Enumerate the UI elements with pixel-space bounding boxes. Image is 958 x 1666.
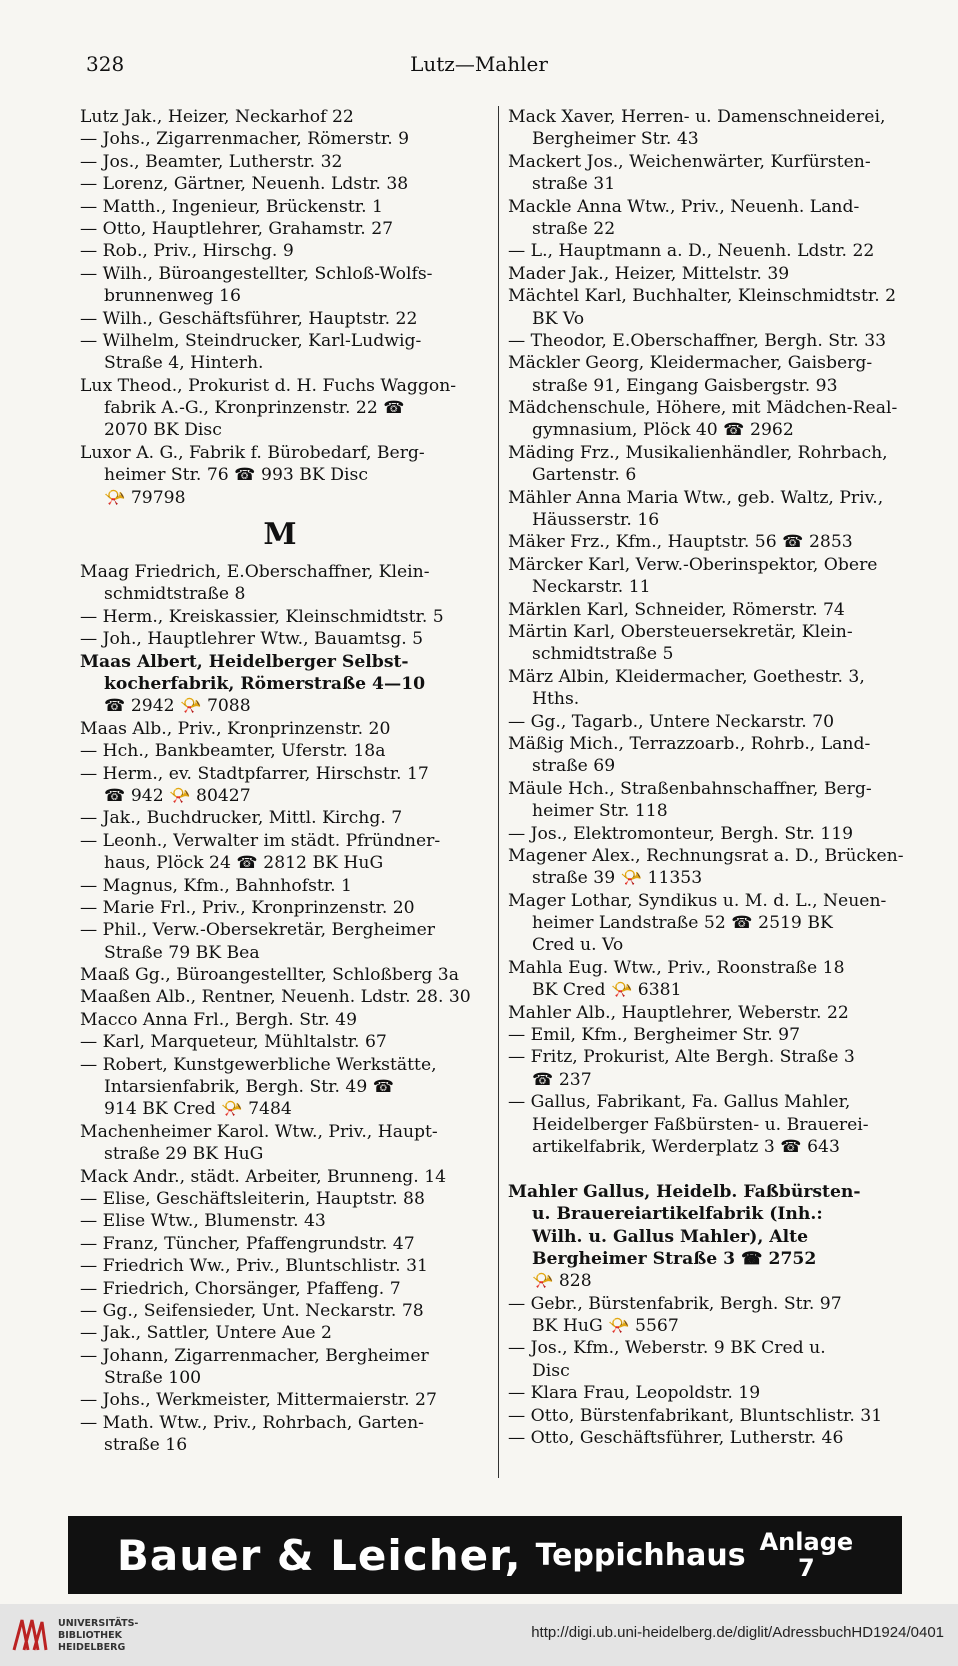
directory-entry-line: — Herm., Kreiskassier, Kleinschmidtstr. 5 — [80, 606, 444, 627]
column-divider — [498, 106, 499, 1478]
left-column — [80, 106, 480, 1457]
directory-entry-line: — Wilh., Büroangestellter, Schloß-Wolfs- — [80, 263, 433, 284]
directory-entry-line: Cred u. Vo — [532, 935, 624, 956]
directory-entry-line: — Joh., Hauptlehrer Wtw., Bauamtsg. 5 — [80, 629, 424, 650]
directory-entry-line: — Matth., Ingenieur, Brückenstr. 1 — [80, 196, 383, 217]
directory-entry-line: — Emil, Kfm., Bergheimer Str. 97 — [508, 1025, 801, 1046]
directory-entry-line: März Albin, Kleidermacher, Goethestr. 3, — [508, 666, 865, 687]
directory-entry-line: — Phil., Verw.-Obersekretär, Bergheimer — [80, 920, 435, 941]
directory-entry-line: haus, Plöck 24 ☎ 2812 BK HuG — [104, 853, 384, 874]
directory-entry-line: Mack Xaver, Herren- u. Damenschneiderei, — [508, 107, 886, 127]
directory-entry-line: Mackert Jos., Weichenwärter, Kurfürsten- — [508, 151, 871, 172]
directory-entry-line: Mäßig Mich., Terrazzoarb., Rohrb., Land- — [508, 733, 871, 754]
page-number: 328 — [86, 52, 125, 76]
directory-entry-line: Bergheimer Str. 43 — [532, 129, 699, 150]
directory-entry-line: straße 22 — [532, 218, 616, 239]
directory-entry-line: — Math. Wtw., Priv., Rohrbach, Garten- — [80, 1412, 424, 1433]
footer-bar — [0, 1604, 958, 1666]
directory-entry-line: straße 31 — [532, 174, 616, 195]
running-head: Lutz—Mahler — [410, 52, 548, 76]
directory-entry-line: Mäckler Georg, Kleidermacher, Gaisberg- — [508, 353, 873, 374]
source-url-link[interactable]: http://digi.ub.uni-heidelberg.de/diglit/AdressbuchHD1924/0401 — [531, 1624, 944, 1641]
directory-entry-line: — Rob., Priv., Hirschg. 9 — [80, 241, 294, 262]
directory-entry-line: ☎ 237 — [532, 1069, 592, 1090]
directory-entry-line: — Jak., Sattler, Untere Aue 2 — [80, 1323, 332, 1344]
directory-entry-line: Mächtel Karl, Buchhalter, Kleinschmidtstr. 2 — [508, 286, 897, 307]
directory-entry-line: Mäker Frz., Kfm., Hauptstr. 56 ☎ 2853 — [508, 532, 853, 553]
directory-entry-line: — Friedrich, Chorsänger, Pfaffeng. 7 — [80, 1278, 401, 1299]
directory-entry-line: Mädchenschule, Höhere, mit Mädchen-Real- — [508, 398, 898, 419]
directory-entry-line: Macco Anna Frl., Bergh. Str. 49 — [80, 1009, 358, 1030]
directory-entry-line: Bergheimer Straße 3 ☎ 2752 — [532, 1248, 817, 1269]
directory-entry-line: 📯 828 — [532, 1271, 592, 1292]
directory-entry-line: straße 39 📯 11353 — [532, 868, 703, 889]
directory-entry-line: heimer Str. 76 ☎ 993 BK Disc — [104, 465, 368, 486]
directory-entry-line: — Friedrich Ww., Priv., Bluntschlistr. 31 — [80, 1256, 428, 1277]
directory-entry-line: brunnenweg 16 — [104, 286, 241, 307]
directory-entry-line: 2070 BK Disc — [104, 420, 222, 441]
directory-entry-line: fabrik A.-G., Kronprinzenstr. 22 ☎ — [104, 398, 405, 419]
directory-entry-line: — Wilhelm, Steindrucker, Karl-Ludwig- — [80, 330, 422, 351]
directory-entry-line: ☎ 942 📯 80427 — [104, 785, 251, 806]
directory-entry-line: — Magnus, Kfm., Bahnhofstr. 1 — [80, 875, 352, 896]
directory-entry-line: Mahla Eug. Wtw., Priv., Roonstraße 18 — [508, 957, 845, 978]
directory-entry-line: — Robert, Kunstgewerbliche Werkstätte, — [80, 1054, 437, 1075]
directory-entry-line: Maaßen Alb., Rentner, Neuenh. Ldstr. 28. 30 — [80, 987, 471, 1008]
directory-entry-line: — Johs., Werkmeister, Mittermaierstr. 27 — [80, 1390, 437, 1411]
directory-entry-line: — L., Hauptmann a. D., Neuenh. Ldstr. 22 — [508, 241, 875, 262]
ad-business-type: Teppichhaus — [535, 1537, 746, 1573]
directory-entry-line: Mack Andr., städt. Arbeiter, Brunneng. 14 — [80, 1166, 447, 1187]
directory-entry-line: Intarsienfabrik, Bergh. Str. 49 ☎ — [104, 1077, 395, 1098]
directory-entry-line: — Johann, Zigarrenmacher, Bergheimer — [80, 1345, 429, 1366]
directory-entry-line: Mackle Anna Wtw., Priv., Neuenh. Land- — [508, 196, 860, 217]
directory-entry-line: — Klara Frau, Leopoldstr. 19 — [508, 1383, 761, 1404]
directory-entry-line: — Marie Frl., Priv., Kronprinzenstr. 20 — [80, 897, 415, 918]
directory-entry-line: Märtin Karl, Obersteuersekretär, Klein- — [508, 621, 853, 642]
directory-entry-line: Maag Friedrich, E.Oberschaffner, Klein- — [80, 562, 430, 583]
directory-entry-line: Maas Albert, Heidelberger Selbst- — [80, 651, 409, 672]
directory-entry-line: 914 BK Cred 📯 7484 — [104, 1099, 292, 1120]
directory-entry-line: — Elise, Geschäftsleiterin, Hauptstr. 88 — [80, 1188, 425, 1209]
directory-entry-line: schmidtstraße 5 — [532, 644, 674, 665]
right-column — [508, 106, 920, 1449]
directory-entry-line: u. Brauereiartikelfabrik (Inh.: — [532, 1204, 823, 1225]
directory-entry-line: Machenheimer Karol. Wtw., Priv., Haupt- — [80, 1121, 438, 1142]
directory-entry-line: Disc — [532, 1360, 570, 1381]
directory-entry-line: heimer Landstraße 52 ☎ 2519 BK — [532, 913, 833, 934]
directory-entry-line: Mader Jak., Heizer, Mittelstr. 39 — [508, 263, 790, 284]
directory-entry-line: — Jak., Buchdrucker, Mittl. Kirchg. 7 — [80, 808, 403, 829]
directory-entry-line: — Jos., Kfm., Weberstr. 9 BK Cred u. — [508, 1338, 826, 1359]
directory-entry-line: kocherfabrik, Römerstraße 4—10 — [104, 673, 426, 694]
ad-location-number: 7 — [798, 1554, 815, 1582]
directory-entry-line: Maaß Gg., Büroangestellter, Schloßberg 3a — [80, 965, 459, 986]
directory-entry-line: Mäule Hch., Straßenbahnschaffner, Berg- — [508, 778, 872, 799]
directory-entry-line: — Jos., Beamter, Lutherstr. 32 — [80, 151, 343, 172]
directory-entry-line: — Gallus, Fabrikant, Fa. Gallus Mahler, — [508, 1092, 851, 1113]
directory-entry-line: — Fritz, Prokurist, Alte Bergh. Straße 3 — [508, 1047, 855, 1068]
ad-company-name: Bauer & Leicher, — [116, 1530, 522, 1580]
ad-location — [760, 1529, 854, 1581]
directory-entry-line: Mäding Frz., Musikalienhändler, Rohrbach, — [508, 442, 888, 463]
directory-entry-line: Hths. — [532, 689, 580, 710]
directory-entry-line: Magener Alex., Rechnungsrat a. D., Brücken- — [508, 845, 904, 866]
directory-entry-line: Luxor A. G., Fabrik f. Bürobedarf, Berg- — [80, 442, 425, 463]
directory-entry-line: Wilh. u. Gallus Mahler), Alte — [532, 1226, 809, 1247]
directory-entry-line: Gartenstr. 6 — [532, 465, 637, 486]
directory-entry-line: Mahler Alb., Hauptlehrer, Weberstr. 22 — [508, 1002, 849, 1023]
directory-entry-line: — Franz, Tüncher, Pfaffengrundstr. 47 — [80, 1233, 415, 1254]
directory-entry-line: — Lorenz, Gärtner, Neuenh. Ldstr. 38 — [80, 174, 409, 195]
directory-entry-line: Straße 4, Hinterh. — [104, 353, 264, 374]
directory-entry-line: Märcker Karl, Verw.-Oberinspektor, Obere — [508, 554, 878, 575]
library-name-line3: HEIDELBERG — [58, 1642, 126, 1653]
library-name-line2: BIBLIOTHEK — [58, 1630, 122, 1641]
directory-entry-line: BK Vo — [532, 308, 585, 329]
directory-entry-line: Mager Lothar, Syndikus u. M. d. L., Neuen- — [508, 890, 887, 911]
library-name-line1: UNIVERSITÄTS- — [58, 1618, 139, 1629]
directory-entry-line: Maas Alb., Priv., Kronprinzenstr. 20 — [80, 718, 391, 739]
directory-entry-line: 📯 79798 — [104, 487, 186, 508]
directory-entry-line: — Gebr., Bürstenfabrik, Bergh. Str. 97 — [508, 1293, 842, 1314]
directory-entry-line: Mähler Anna Maria Wtw., geb. Waltz, Priv., — [508, 487, 884, 508]
directory-entry-line: — Johs., Zigarrenmacher, Römerstr. 9 — [80, 129, 410, 150]
directory-entry-line: Straße 100 — [104, 1368, 202, 1389]
library-name — [58, 1618, 138, 1654]
directory-entry-line: artikelfabrik, Werderplatz 3 ☎ 643 — [532, 1136, 840, 1157]
directory-entry-line: straße 91, Eingang Gaisbergstr. 93 — [532, 375, 838, 396]
directory-entry-line: straße 16 — [104, 1435, 188, 1456]
directory-entry-line: Neckarstr. 11 — [532, 577, 651, 598]
entry-spacer — [508, 1158, 920, 1180]
directory-entry-line: schmidtstraße 8 — [104, 584, 246, 605]
directory-entry-line: Häusserstr. 16 — [532, 510, 660, 531]
directory-entry-line: Märklen Karl, Schneider, Römerstr. 74 — [508, 599, 845, 620]
directory-entry-line: — Leonh., Verwalter im städt. Pfründner- — [80, 830, 441, 851]
directory-entry-line: gymnasium, Plöck 40 ☎ 2962 — [532, 420, 794, 441]
section-letter-heading: M — [263, 517, 297, 553]
directory-entry-line: Straße 79 BK Bea — [104, 942, 260, 963]
directory-entry-line: — Hch., Bankbeamter, Uferstr. 18a — [80, 741, 386, 762]
directory-entry-line: — Elise Wtw., Blumenstr. 43 — [80, 1211, 326, 1232]
university-library-logo-icon — [8, 1614, 50, 1656]
directory-entry-line: — Otto, Geschäftsführer, Lutherstr. 46 — [508, 1428, 844, 1449]
directory-entry-line: heimer Str. 118 — [532, 801, 668, 822]
directory-entry-line: ☎ 2942 📯 7088 — [104, 696, 251, 717]
directory-entry-line: straße 29 BK HuG — [104, 1144, 264, 1165]
directory-entry-line: — Gg., Tagarb., Untere Neckarstr. 70 — [508, 711, 835, 732]
ad-location-street: Anlage — [759, 1528, 854, 1556]
directory-entry-line: — Theodor, E.Oberschaffner, Bergh. Str. 33 — [508, 330, 887, 351]
directory-entry-line: — Jos., Elektromonteur, Bergh. Str. 119 — [508, 823, 854, 844]
directory-entry-line: Heidelberger Faßbürsten- u. Brauerei- — [532, 1114, 869, 1135]
advertisement-banner — [68, 1516, 902, 1594]
directory-entry-line: BK HuG 📯 5567 — [532, 1316, 679, 1337]
directory-entry-line: Mahler Gallus, Heidelb. Faßbürsten- — [508, 1181, 861, 1202]
directory-entry-line: — Herm., ev. Stadtpfarrer, Hirschstr. 17 — [80, 763, 429, 784]
directory-entry-line: — Wilh., Geschäftsführer, Hauptstr. 22 — [80, 308, 418, 329]
directory-entry-line: — Otto, Hauptlehrer, Grahamstr. 27 — [80, 218, 394, 239]
directory-entry-line: Lutz Jak., Heizer, Neckarhof 22 — [80, 107, 354, 127]
directory-entry-line: Lux Theod., Prokurist d. H. Fuchs Waggon- — [80, 375, 457, 396]
directory-entry-line: straße 69 — [532, 756, 616, 777]
directory-entry-line: — Gg., Seifensieder, Unt. Neckarstr. 78 — [80, 1300, 424, 1321]
directory-entry-line: — Otto, Bürstenfabrikant, Bluntschlistr. 31 — [508, 1405, 883, 1426]
directory-entry-line: — Karl, Marqueteur, Mühltalstr. 67 — [80, 1032, 387, 1053]
directory-entry-line: BK Cred 📯 6381 — [532, 980, 682, 1001]
